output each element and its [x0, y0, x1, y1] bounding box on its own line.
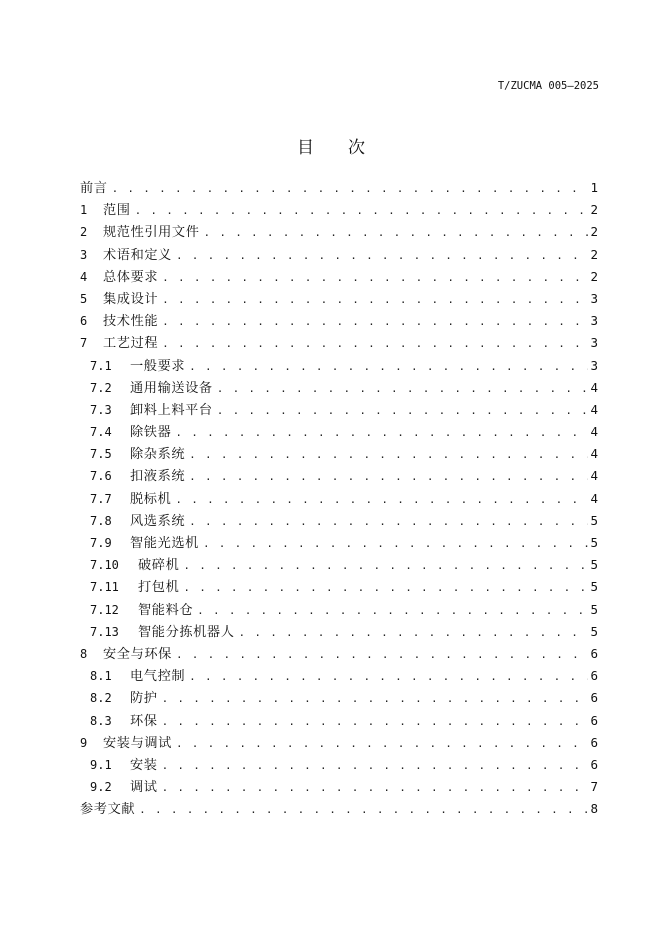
toc-dot-leader [179, 577, 588, 598]
toc-dot-leader [172, 245, 588, 266]
toc-entry-label: 参考文献 [80, 802, 136, 818]
toc-entry-label: 安全与环保 [103, 646, 172, 662]
toc-entry-number: 7.2 [90, 380, 112, 395]
document-code: T/ZUCMA 005—2025 [497, 80, 599, 92]
toc-entry[interactable] [80, 221, 598, 243]
toc-dot-leader [171, 422, 588, 443]
toc-entry-page: 6 [590, 756, 598, 772]
toc-entry-number: 9 [80, 735, 88, 750]
toc-entry[interactable] [80, 199, 598, 221]
toc-entry-page: 5 [590, 623, 598, 639]
toc-entry-label: 安装 [130, 757, 158, 773]
toc-entry-label: 规范性引用文件 [103, 225, 200, 241]
toc-entry-page: 1 [590, 180, 598, 195]
toc-entry-number: 7.8 [90, 513, 112, 528]
toc-entry-label: 安装与调试 [103, 735, 172, 751]
toc-entry-label: 集成设计 [103, 291, 159, 307]
toc-entry[interactable] [80, 510, 598, 532]
toc-dot-leader [158, 755, 588, 776]
toc-entry-page: 3 [590, 313, 598, 329]
toc-dot-leader [213, 378, 588, 399]
toc-entry-page: 5 [590, 601, 598, 617]
toc-entry[interactable] [80, 421, 598, 443]
toc-entry-page: 4 [590, 468, 598, 484]
toc-dot-leader [158, 333, 588, 354]
table-of-contents [80, 177, 598, 820]
toc-entry-label: 一般要求 [130, 358, 186, 374]
toc-entry[interactable] [80, 798, 598, 820]
toc-entry[interactable] [80, 576, 598, 598]
toc-entry-page: 6 [590, 734, 598, 750]
toc-entry[interactable] [80, 355, 598, 377]
toc-entry-number: 8.1 [90, 669, 112, 684]
toc-dot-leader [193, 600, 588, 621]
toc-entry-page: 8 [590, 801, 598, 817]
toc-entry-label: 卸料上料平台 [130, 402, 213, 418]
toc-entry-label: 除铁器 [130, 425, 172, 441]
toc-dot-leader [158, 267, 588, 288]
toc-entry-page: 4 [590, 490, 598, 506]
toc-dot-leader [185, 444, 588, 465]
toc-entry[interactable] [80, 643, 598, 665]
toc-entry-label: 破碎机 [138, 558, 180, 574]
toc-entry-page: 4 [590, 401, 598, 417]
toc-dot-leader [213, 400, 588, 421]
toc-entry-label: 技术性能 [103, 314, 159, 330]
toc-entry-number: 7.11 [90, 580, 119, 595]
toc-entry-number: 8.2 [90, 691, 112, 706]
toc-entry[interactable] [80, 332, 598, 354]
toc-entry-page: 5 [590, 512, 598, 528]
toc-dot-leader [235, 622, 588, 643]
toc-entry-page: 2 [590, 202, 598, 218]
toc-dot-leader [135, 799, 588, 820]
toc-dot-leader [179, 555, 588, 576]
toc-entry-label: 防护 [130, 691, 158, 707]
toc-entry-number: 2 [80, 225, 88, 240]
toc-entry[interactable] [80, 310, 598, 332]
toc-entry-number: 1 [80, 203, 88, 218]
toc-entry[interactable] [80, 754, 598, 776]
toc-entry-label: 总体要求 [103, 269, 159, 285]
toc-entry-page: 4 [590, 424, 598, 440]
toc-entry-number: 8.3 [90, 713, 112, 728]
toc-entry-page: 6 [590, 690, 598, 706]
toc-dot-leader [172, 644, 588, 665]
toc-entry-label: 智能分拣机器人 [138, 624, 235, 640]
toc-dot-leader [158, 711, 588, 732]
toc-entry-number: 7.12 [90, 602, 119, 617]
toc-entry-label: 范围 [103, 203, 131, 219]
toc-entry-number: 5 [80, 291, 88, 306]
toc-dot-leader [158, 311, 588, 332]
toc-entry-page: 6 [590, 668, 598, 684]
toc-entry[interactable] [80, 665, 598, 687]
toc-dot-leader [131, 200, 588, 221]
toc-entry-page: 3 [590, 335, 598, 351]
toc-entry-number: 7.1 [90, 358, 112, 373]
toc-entry[interactable] [80, 443, 598, 465]
toc-entry[interactable] [80, 776, 598, 798]
toc-dot-leader [171, 489, 588, 510]
toc-entry-number: 3 [80, 247, 88, 262]
toc-entry-page: 4 [590, 446, 598, 462]
toc-entry-number: 7.10 [90, 558, 119, 573]
toc-entry-page: 2 [590, 224, 598, 240]
toc-dot-leader [158, 777, 588, 798]
toc-entry-number: 7 [80, 336, 88, 351]
toc-entry-label: 打包机 [138, 580, 180, 596]
toc-entry[interactable] [80, 177, 598, 199]
toc-entry-number: 7.7 [90, 491, 112, 506]
toc-entry-page: 5 [590, 579, 598, 595]
toc-entry-page: 5 [590, 535, 598, 550]
toc-entry-label: 脱标机 [130, 491, 172, 507]
toc-entry-number: 7.4 [90, 425, 112, 440]
toc-entry[interactable] [80, 488, 598, 510]
toc-entry-page: 5 [590, 557, 598, 573]
toc-entry-label: 扣液系统 [130, 469, 186, 485]
toc-entry[interactable] [80, 465, 598, 487]
toc-entry-number: 9.1 [90, 757, 112, 772]
toc-entry[interactable] [80, 377, 598, 399]
toc-entry-label: 风选系统 [130, 513, 186, 529]
toc-entry[interactable] [80, 554, 598, 576]
toc-dot-leader [185, 466, 588, 487]
toc-entry-label: 环保 [130, 713, 158, 729]
toc-entry[interactable] [80, 710, 598, 732]
toc-entry-label: 通用输送设备 [130, 380, 213, 396]
toc-entry[interactable] [80, 266, 598, 288]
toc-entry-number: 7.13 [90, 624, 119, 639]
toc-entry[interactable] [80, 532, 598, 554]
toc-entry-label: 智能光选机 [130, 536, 199, 551]
toc-entry-number: 8 [80, 646, 88, 661]
toc-entry-label: 工艺过程 [103, 336, 159, 352]
toc-dot-leader [108, 178, 588, 199]
toc-entry-page: 7 [590, 779, 598, 795]
toc-entry-label: 术语和定义 [103, 247, 172, 263]
toc-entry-label: 调试 [130, 780, 158, 796]
toc-entry-number: 7.9 [90, 536, 112, 550]
toc-dot-leader [158, 289, 588, 310]
toc-entry-number: 7.3 [90, 402, 112, 417]
toc-entry-page: 2 [590, 268, 598, 284]
toc-entry-number: 7.5 [90, 447, 112, 462]
toc-entry[interactable] [80, 288, 598, 310]
toc-entry-page: 2 [590, 246, 598, 262]
toc-entry-page: 6 [590, 645, 598, 661]
toc-entry-number: 6 [80, 314, 88, 329]
toc-entry[interactable] [80, 732, 598, 754]
toc-dot-leader [172, 733, 588, 754]
toc-entry-page: 3 [590, 290, 598, 306]
toc-entry-number: 7.6 [90, 469, 112, 484]
toc-entry-page: 3 [590, 357, 598, 373]
toc-entry-label: 除杂系统 [130, 447, 186, 463]
toc-dot-leader [199, 533, 588, 554]
toc-dot-leader [200, 222, 588, 243]
toc-entry[interactable] [80, 621, 598, 643]
toc-title: 目次 [297, 138, 399, 158]
toc-entry-number: 9.2 [90, 780, 112, 795]
toc-entry-number: 4 [80, 269, 88, 284]
toc-dot-leader [185, 356, 588, 377]
toc-entry-label: 智能料仓 [138, 602, 194, 618]
toc-entry-page: 6 [590, 712, 598, 728]
toc-entry-page: 4 [590, 379, 598, 395]
toc-dot-leader [158, 688, 588, 709]
toc-dot-leader [185, 666, 588, 687]
toc-dot-leader [185, 511, 588, 532]
toc-entry[interactable] [80, 244, 598, 266]
toc-entry-label: 电气控制 [130, 669, 186, 685]
toc-entry[interactable] [80, 687, 598, 709]
toc-entry[interactable] [80, 599, 598, 621]
toc-entry[interactable] [80, 399, 598, 421]
toc-entry-label: 前言 [80, 181, 108, 196]
